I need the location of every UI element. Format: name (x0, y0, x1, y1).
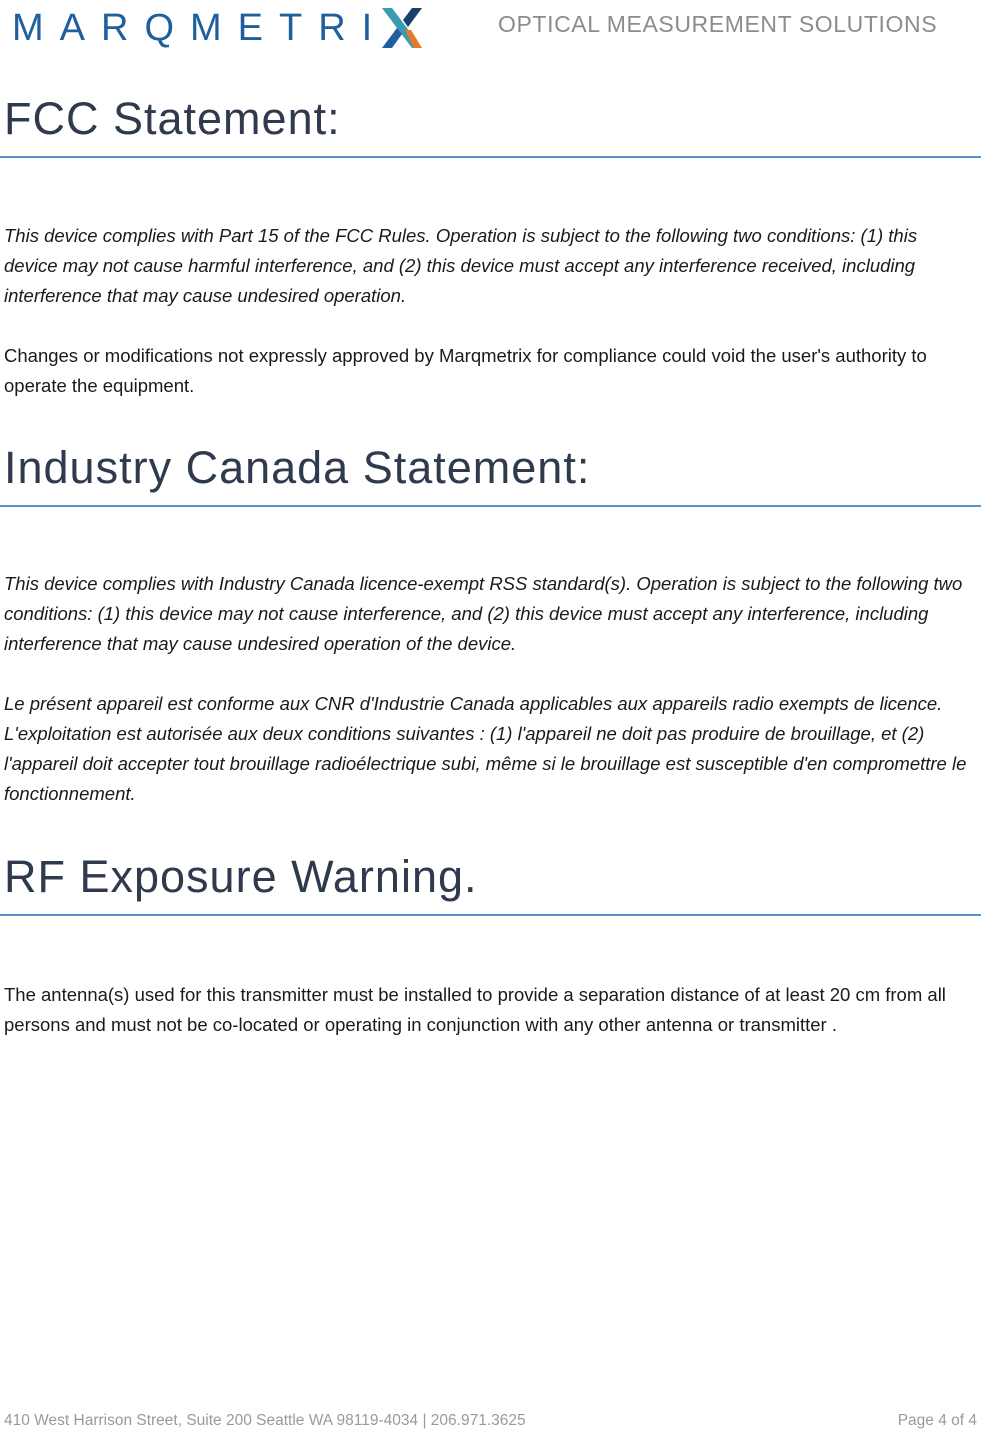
industry-canada-heading: Industry Canada Statement: (4, 442, 591, 493)
industry-canada-english-paragraph: This device complies with Industry Canada licence-exempt RSS standard(s). Operation is subject to the following two conditions: (1) this device may not cause interference, and (2) this device must accept any interference, including interference that may cause undesired operation of the device. (4, 573, 963, 654)
page-number: Page 4 of 4 (897, 1412, 977, 1429)
rf-exposure-paragraph: The antenna(s) used for this transmitter must be installed to provide a separation distance of at least 20 cm from all persons and must not be co-located or operating in conjunction with any other antenna or transmitter . (4, 984, 946, 1035)
page-header (0, 0, 981, 56)
fcc-modifications-paragraph: Changes or modifications not expressly approved by Marqmetrix for compliance could void the user's authority to operate the equipment. (4, 345, 927, 396)
fcc-heading-divider (0, 156, 981, 158)
company-tagline: OPTICAL MEASUREMENT SOLUTIONS (498, 11, 938, 37)
industry-canada-heading-divider (0, 505, 981, 507)
industry-canada-french-paragraph: Le présent appareil est conforme aux CNR d'Industrie Canada applicables aux appareils radio exempts de licence. L'exploitation est autorisée aux deux conditions suivantes : (1) l'appareil ne doit pas produire de brouillage, et (2) l'appareil doit accepter tout brouillage radioélectrique subi, même si le brouillage est susceptible d'en compromettre le fonctionnement. (4, 693, 967, 804)
company-logo (12, 4, 426, 52)
rf-exposure-heading: RF Exposure Warning. (4, 851, 478, 902)
fcc-compliance-paragraph: This device complies with Part 15 of the FCC Rules. Operation is subject to the following two conditions: (1) this device may not cause harmful interference, and (2) this device must accept any interference received, including interference that may cause undesired operation. (4, 225, 918, 306)
fcc-statement-heading: FCC Statement: (4, 93, 341, 144)
footer-address: 410 West Harrison Street, Suite 200 Seattle WA 98119-4034 | 206.971.3625 (4, 1412, 526, 1429)
logo-x-mark-icon (378, 4, 426, 52)
rf-exposure-heading-divider (0, 914, 981, 916)
page-footer (0, 1410, 981, 1434)
logo-wordmark: MARQMETRI (12, 7, 389, 49)
